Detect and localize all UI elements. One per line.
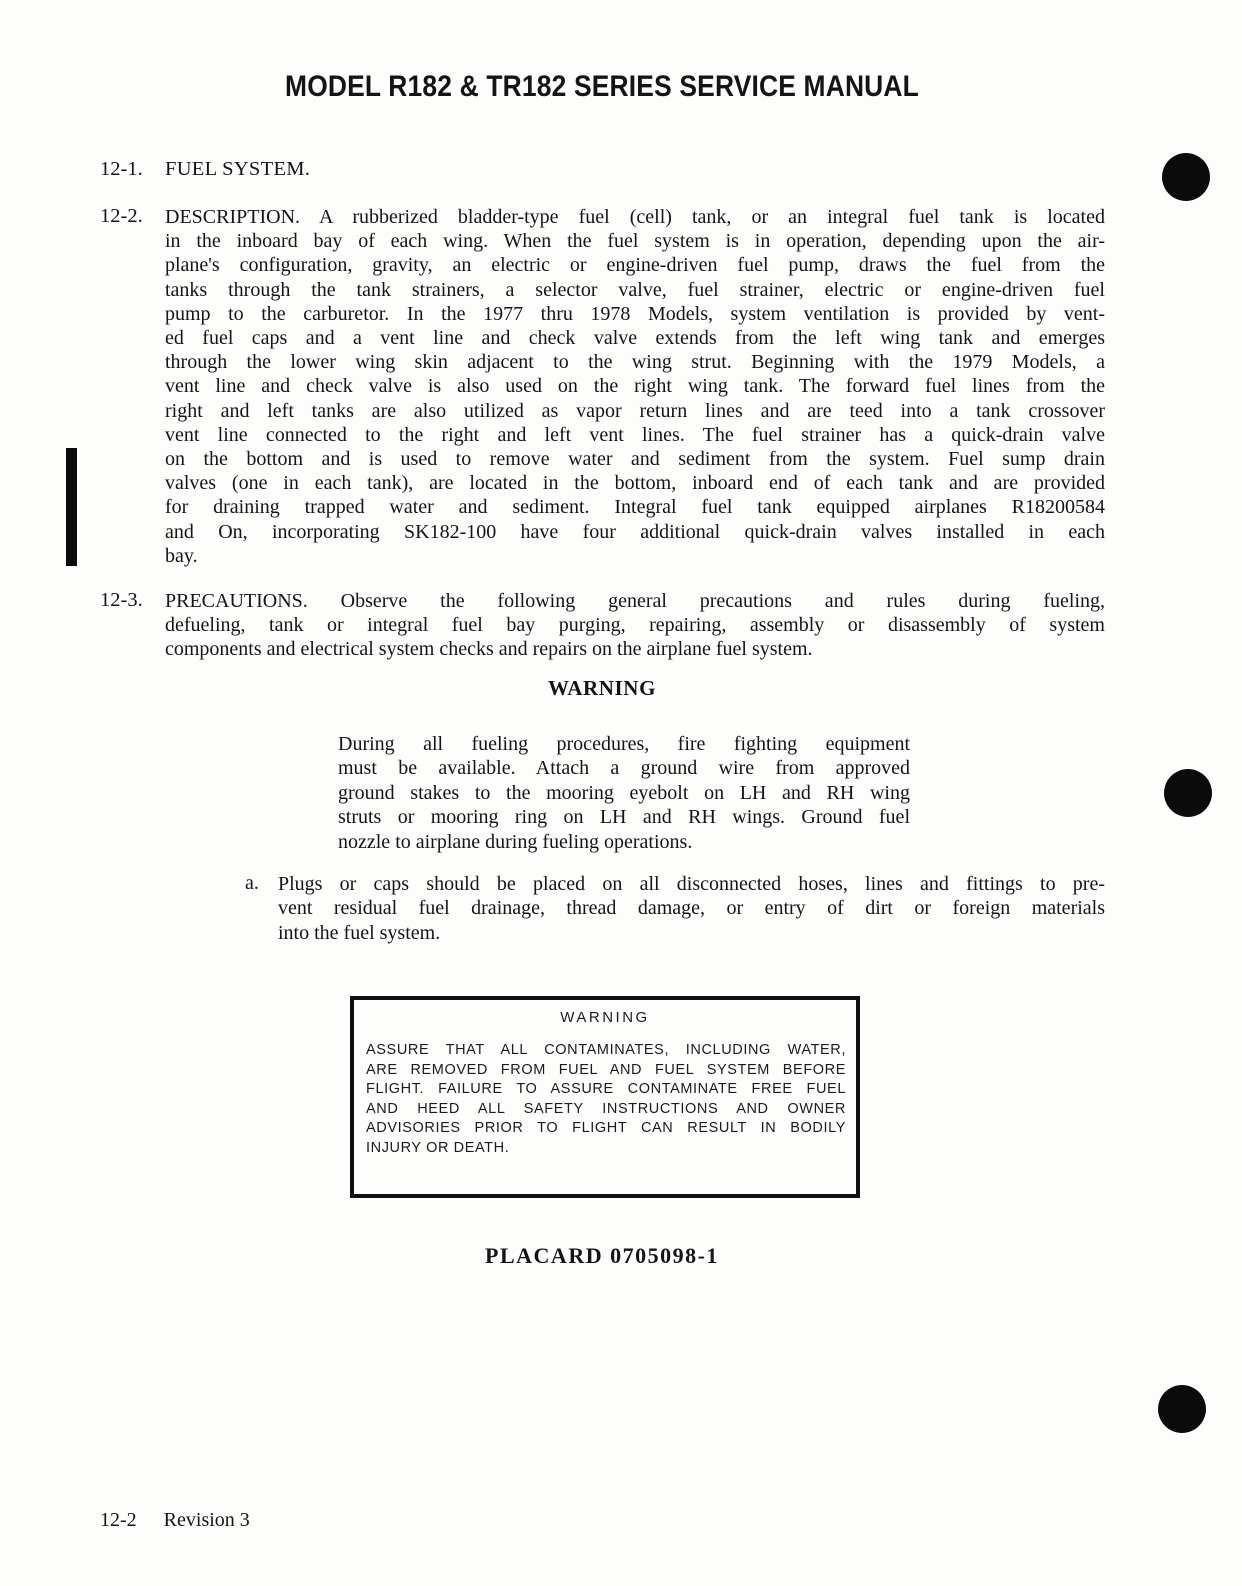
- text-line: ed fuel caps and a vent line and check valve extends from the left wing tank and emerges: [165, 327, 1105, 350]
- revision-change-bar: [66, 448, 77, 566]
- footer-page-number: 12-2: [100, 1509, 137, 1531]
- text-line: for draining trapped water and sediment. Integral fuel tank equipped airplanes R18200584: [165, 496, 1105, 519]
- text-line: ASSURE THAT ALL CONTAMINATES, INCLUDING WATER,: [366, 1042, 846, 1058]
- text-line: Plugs or caps should be placed on all disconnected hoses, lines and fittings to pre-: [278, 873, 1105, 895]
- section-12-1-heading: FUEL SYSTEM.: [165, 158, 311, 180]
- text-line: struts or mooring ring on LH and RH wings. Ground fuel: [338, 806, 910, 829]
- section-12-3-number: 12-3.: [100, 589, 143, 611]
- footer-revision: Revision 3: [163, 1509, 250, 1531]
- text-line: into the fuel system.: [278, 921, 441, 944]
- page-footer: [100, 1509, 250, 1532]
- text-line: ground stakes to the mooring eyebolt on LH and RH wing: [338, 781, 910, 804]
- item-a-label: a.: [245, 872, 259, 894]
- text-line: ADVISORIES PRIOR TO FLIGHT CAN RESULT IN BODILY: [366, 1120, 846, 1136]
- text-line: FLIGHT. FAILURE TO ASSURE CONTAMINATE FREE FUEL: [366, 1081, 846, 1097]
- text-line: pump to the carburetor. In the 1977 thru 1978 Models, system ventilation is provided by vent-: [165, 302, 1105, 325]
- section-12-2-number: 12-2.: [100, 205, 143, 227]
- text-line: components and electrical system checks and repairs on the airplane fuel system.: [165, 638, 813, 661]
- text-line: DESCRIPTION. A rubberized bladder-type fuel (cell) tank, or an integral fuel tank is located: [165, 206, 1105, 228]
- placard-warning-heading: WARNING: [560, 1009, 650, 1026]
- text-line: through the lower wing skin adjacent to the wing strut. Beginning with the 1979 Models, a: [165, 351, 1105, 374]
- text-line: defueling, tank or integral fuel bay purging, repairing, assembly or disassembly of system: [165, 614, 1105, 637]
- placard-caption: PLACARD 0705098-1: [485, 1243, 719, 1268]
- text-line: AND HEED ALL SAFETY INSTRUCTIONS AND OWNER: [366, 1100, 846, 1117]
- text-line: vent line connected to the right and left vent lines. The fuel strainer has a quick-drain valve: [165, 423, 1105, 446]
- text-line: During all fueling procedures, fire fighting equipment: [338, 733, 910, 755]
- text-line: in the inboard bay of each wing. When the fuel system is in operation, depending upon the air-: [165, 230, 1105, 253]
- text-line: bay.: [165, 544, 198, 567]
- text-line: nozzle to airplane during fueling operations.: [338, 830, 693, 853]
- text-line: vent line and check valve is also used on the right wing tank. The forward fuel lines from the: [165, 375, 1105, 398]
- registration-dot-icon: [1164, 769, 1212, 817]
- description-paragraph: [165, 205, 1105, 568]
- text-line: right and left tanks are also utilized as vapor return lines and are teed into a tank crossover: [165, 399, 1105, 422]
- page-title: MODEL R182 & TR182 SERIES SERVICE MANUAL: [285, 70, 919, 103]
- registration-dot-icon: [1158, 1385, 1206, 1433]
- text-line: valves (one in each tank), are located in the bottom, inboard end of each tank and are provided: [165, 472, 1105, 495]
- placard-warning-text: [366, 1041, 846, 1158]
- warning-heading: WARNING: [547, 676, 657, 700]
- text-line: ARE REMOVED FROM FUEL AND FUEL SYSTEM BEFORE: [366, 1061, 846, 1078]
- placard-warning-box: [350, 996, 860, 1198]
- section-12-1-number: 12-1.: [100, 158, 143, 180]
- text-line: must be available. Attach a ground wire from approved: [338, 757, 910, 780]
- warning-paragraph: [338, 732, 910, 854]
- text-line: vent residual fuel drainage, thread damage, or entry of dirt or foreign materials: [278, 897, 1105, 920]
- item-a-paragraph: [278, 872, 1105, 945]
- text-line: plane's configuration, gravity, an electric or engine-driven fuel pump, draws the fuel from the: [165, 254, 1105, 277]
- text-line: and On, incorporating SK182-100 have four additional quick-drain valves installed in each: [165, 520, 1105, 543]
- text-line: INJURY OR DEATH.: [366, 1139, 510, 1156]
- precautions-paragraph: [165, 589, 1105, 662]
- registration-dot-icon: [1162, 153, 1210, 201]
- text-line: on the bottom and is used to remove water and sediment from the system. Fuel sump drain: [165, 448, 1105, 471]
- text-line: tanks through the tank strainers, a selector valve, fuel strainer, electric or engine-driven fuel: [165, 278, 1105, 301]
- text-line: PRECAUTIONS. Observe the following general precautions and rules during fueling,: [165, 590, 1105, 612]
